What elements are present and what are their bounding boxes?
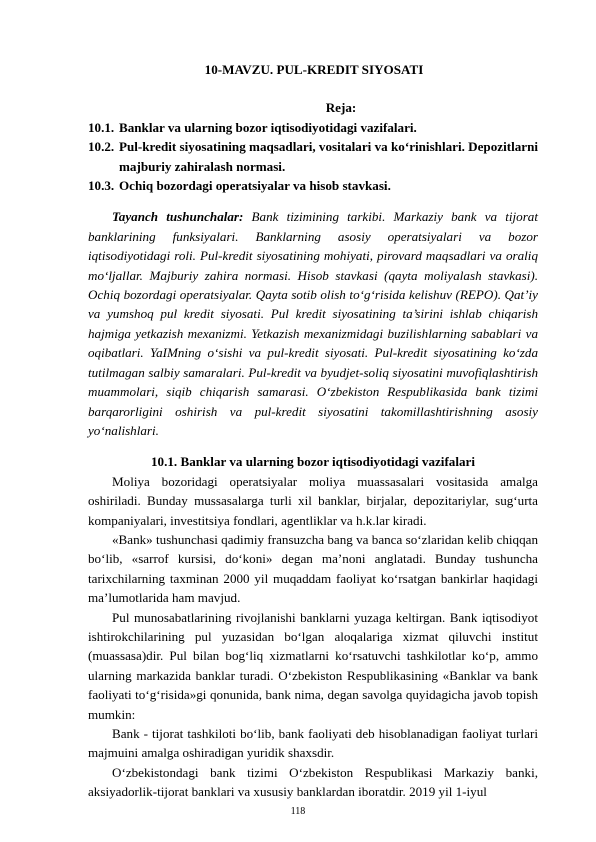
plan-list (88, 118, 538, 196)
plan-item (88, 137, 538, 176)
document-page (88, 60, 538, 802)
key-concepts-text: Bank tizimining tarkibi. Markaziy bank va tijorat banklarining funksiyalari. Banklarning asosiy operatsiyalari va bozor iqtisodiyotidagi roli. Pul-kredit siyosatining mohiyati, pirovard maqsadlari va oraliq mo‘ljallar. Majburiy zahira normasi. Hisob stavkasi (qayta moliyalash stavkasi). Ochiq bozordagi operatsiyalar. Qayta sotib olish to‘g‘risida kelishuv (REPO). Qat’iy va yumshoq pul kredit siyosati. Pul kredit siyosatining ta’sirini ishlab chiqarish hajmiga yetkazish mexanizmi. Yetkazish mexanizmidagi buzilishlarning sabablari va oqibatlari. YaIMning o‘sishi va pul-kredit siyosati. Pul-kredit siyosatining ko‘zda tutilmagan salbiy samaralari. Pul-kredit va byudjet-soliq siyosatini muvofiqlashtirish muammolari, siqib chiqarish samarasi. O‘zbekiston Respublikasida bank tizimi barqarorligini oshirish va pul-kredit siyosatini takomillashtirishning asosiy yo‘nalishlari. (88, 209, 538, 438)
plan-heading: Reja: (325, 100, 357, 116)
plan-item-number: 10.3. (88, 178, 115, 194)
key-concepts-paragraph (88, 207, 538, 440)
plan-item-number: 10.2. (88, 139, 115, 155)
key-concepts-label: Tayanch tushunchalar: (112, 209, 244, 225)
plan-item-text: Ochiq bozordagi operatsiyalar va hisob stavkasi. (119, 178, 391, 194)
plan-item-text: Banklar va ularning bozor iqtisodiyotidagi vazifalari. (119, 119, 417, 135)
page-number: 118 (290, 806, 306, 817)
body-paragraph: O‘zbekistondagi bank tizimi O‘zbekiston Respublikasi Markaziy banki, aksiyadorlik-tijorat banklari va xususiy banklardan iboratdir. 2019 yil 1-iyul (88, 764, 538, 800)
body-paragraph: Pul munosabatlarining rivojlanishi banklarni yuzaga keltirgan. Bank iqtisodiyot ishtirokchilarining pul yuzasidan bo‘lgan aloqalariga xizmat qiluvchi institut (muassasa)dir. Pul bilan bog‘liq xizmatlarni ko‘rsatuvchi tashkilotlar ko‘p, ammo ularning markazida banklar turadi. O‘zbekiston Respublikasining «Banklar va bank faoliyati to‘g‘risida»gi qonunida, bank nima, degan savolga quyidagicha javob topish mumkin: (88, 609, 538, 722)
body-paragraph: Bank - tijorat tashkiloti bo‘lib, bank faoliyati deb hisoblanadigan faoliyat turlari majmuini amalga oshiradigan yuridik shaxsdir. (88, 726, 538, 761)
body-paragraph: «Bank» tushunchasi qadimiy fransuzcha bang va banca so‘zlaridan kelib chiqqan bo‘lib, «sarrof kursisi, do‘koni» degan ma’noni anglatadi. Bunday tushuncha tarixchilarning taxminan 2000 yil muqaddam faoliyat ko‘rsatgan bankirlar haqidagi ma’lumotlarida ham mavjud. (88, 531, 538, 606)
plan-item-number: 10.1. (88, 119, 115, 135)
plan-item-text: Pul-kredit siyosatining maqsadlari, vositalari va ko‘rinishlari. Depozitlarni majburiy zahiralash normasi. (119, 139, 538, 174)
plan-item (88, 118, 538, 137)
section-heading: 10.1. Banklar va ularning bozor iqtisodiyotidagi vazifalari (151, 454, 475, 470)
body-paragraph: Moliya bozoridagi operatsiyalar moliya muassasalari vositasida amalga oshiriladi. Bunday mussasalarga turli xil banklar, birjalar, depozitariylar, sug‘urta kompaniyalari, investitsiya fondlari, agentliklar va h.k.lar kiradi. (88, 473, 538, 528)
plan-item (88, 176, 538, 195)
document-title: 10-MAVZU. PUL-KREDIT SIYOSATI (204, 62, 424, 77)
